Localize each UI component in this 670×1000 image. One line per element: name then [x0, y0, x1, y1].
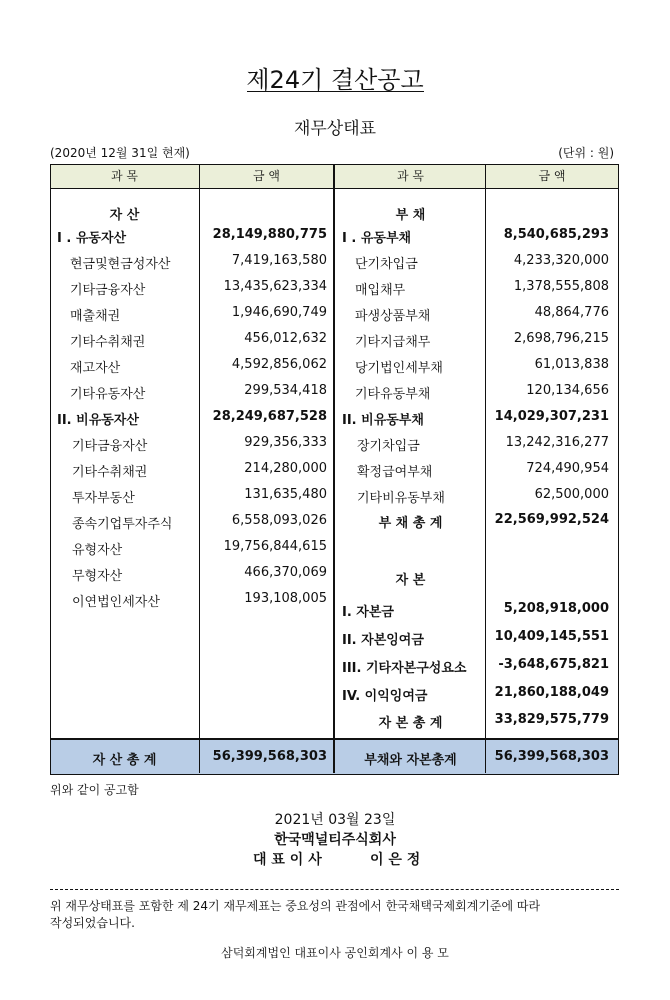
- row-value: 1,378,555,808: [513, 279, 609, 294]
- announcement-date: 2021년 03월 23일: [274, 812, 396, 828]
- representative-name: 이 은 정: [370, 852, 421, 868]
- row-label: 단기차입금: [355, 257, 418, 272]
- row-label: IV. 이익잉여금: [342, 689, 428, 704]
- row-label: 확정급여부채: [357, 465, 433, 480]
- equity-total-value: 33,829,575,779: [494, 712, 609, 727]
- header-subject-right: 과 목: [397, 169, 424, 183]
- current-liabilities-label: I . 유동부채: [342, 231, 412, 246]
- row-value: 299,534,418: [244, 383, 327, 398]
- row-value: 5,208,918,000: [503, 601, 609, 616]
- row-value: 48,864,776: [534, 305, 609, 320]
- row-value: 10,409,145,551: [494, 629, 609, 644]
- title-underline: [247, 91, 424, 92]
- row-value: 19,756,844,615: [223, 539, 327, 554]
- row-label: 재고자산: [70, 361, 121, 376]
- row-label: 유형자산: [72, 543, 123, 558]
- row-label: 파생상품부채: [355, 309, 431, 324]
- row-value: 7,419,163,580: [231, 253, 327, 268]
- assets-total-value: 56,399,568,303: [212, 749, 327, 764]
- header-amount-right: 금 액: [538, 169, 566, 183]
- row-label: 기타금융자산: [70, 283, 146, 298]
- row-value: 4,592,856,062: [231, 357, 327, 372]
- noncurrent-liabilities-value: 14,029,307,231: [494, 409, 609, 424]
- column-divider: [485, 164, 486, 773]
- row-value: 466,370,069: [244, 565, 327, 580]
- noncurrent-assets-label: II. 비유동자산: [57, 413, 139, 428]
- auditor-text: 삼덕회계법인 대표이사 공인회계사 이 용 모: [221, 946, 449, 960]
- row-label: 장기차입금: [357, 439, 420, 454]
- footnote-line-1: 위 재무상태표를 포함한 제 24기 재무제표는 중요성의 관점에서 한국채택국제회계기준에 따라: [50, 899, 541, 913]
- footnote-line-2: 작성되었습니다.: [50, 916, 135, 930]
- row-label: 매출채권: [70, 309, 121, 324]
- row-value: 214,280,000: [244, 461, 327, 476]
- row-label: 무형자산: [72, 569, 123, 584]
- row-value: 13,242,316,277: [505, 435, 609, 450]
- row-label: 기타수취채권: [70, 335, 146, 350]
- noncurrent-assets-value: 28,249,687,528: [212, 409, 327, 424]
- equity-total-label: 자 본 총 계: [378, 716, 443, 731]
- page-title: 제24기 결산공고: [246, 66, 424, 94]
- row-value: 724,490,954: [526, 461, 609, 476]
- current-assets-label: I . 유동자산: [57, 231, 127, 246]
- row-value: 1,946,690,749: [231, 305, 327, 320]
- row-label: III. 기타자본구성요소: [342, 661, 467, 676]
- row-value: 929,356,333: [244, 435, 327, 450]
- row-label: 투자부동산: [72, 491, 135, 506]
- row-value: 21,860,188,049: [494, 685, 609, 700]
- grand-total-value: 56,399,568,303: [494, 749, 609, 764]
- row-label: 기타유동부채: [355, 387, 431, 402]
- row-value: 193,108,005: [244, 591, 327, 606]
- column-divider: [199, 164, 200, 773]
- header-amount-left: 금 액: [253, 169, 280, 183]
- equity-section-label: 자 본: [395, 573, 426, 588]
- liabilities-section-label: 부 채: [395, 208, 426, 223]
- row-value: 62,500,000: [534, 487, 609, 502]
- noncurrent-liabilities-label: II. 비유동부채: [342, 413, 424, 428]
- dashed-divider: [50, 889, 619, 890]
- row-label: 종속기업투자주식: [72, 517, 173, 532]
- row-label: 기타유동자산: [70, 387, 146, 402]
- row-value: 13,435,623,334: [223, 279, 327, 294]
- notice-text: 위와 같이 공고함: [50, 783, 139, 797]
- liabilities-total-value: 22,569,992,524: [494, 512, 609, 527]
- row-value: 2,698,796,215: [513, 331, 609, 346]
- row-label: II. 자본잉여금: [342, 633, 424, 648]
- statement-title: 재무상태표: [293, 119, 377, 139]
- current-assets-value: 28,149,880,775: [212, 227, 327, 242]
- row-label: I. 자본금: [342, 605, 394, 620]
- liabilities-total-label: 부 채 총 계: [378, 516, 443, 531]
- row-label: 기타수취채권: [72, 465, 148, 480]
- balance-sheet-table: [50, 164, 619, 775]
- row-value: -3,648,675,821: [498, 657, 609, 672]
- row-value: 456,012,632: [244, 331, 327, 346]
- assets-total-label: 자 산 총 계: [92, 753, 157, 768]
- representative-title: 대 표 이 사: [253, 852, 322, 868]
- header-subject-left: 과 목: [111, 169, 138, 183]
- unit-note: (단위 : 원): [558, 146, 614, 160]
- row-value: 120,134,656: [526, 383, 609, 398]
- assets-section-label: 자 산: [109, 208, 140, 223]
- row-value: 6,558,093,026: [231, 513, 327, 528]
- row-value: 61,013,838: [534, 357, 609, 372]
- grand-total-label: 부채와 자본총계: [364, 753, 457, 768]
- current-liabilities-value: 8,540,685,293: [503, 227, 609, 242]
- row-label: 기타지급채무: [355, 335, 431, 350]
- company-name: 한국맥널티주식회사: [274, 832, 396, 848]
- row-value: 4,233,320,000: [513, 253, 609, 268]
- column-divider-center: [333, 164, 335, 773]
- row-label: 기타비유동부채: [357, 491, 445, 506]
- row-label: 기타금융자산: [72, 439, 148, 454]
- row-label: 당기법인세부채: [355, 361, 443, 376]
- as-of-date: (2020년 12월 31일 현재): [50, 146, 190, 160]
- row-label: 매입채무: [355, 283, 406, 298]
- row-label: 현금및현금성자산: [70, 257, 171, 272]
- row-value: 131,635,480: [244, 487, 327, 502]
- row-label: 이연법인세자산: [72, 595, 160, 610]
